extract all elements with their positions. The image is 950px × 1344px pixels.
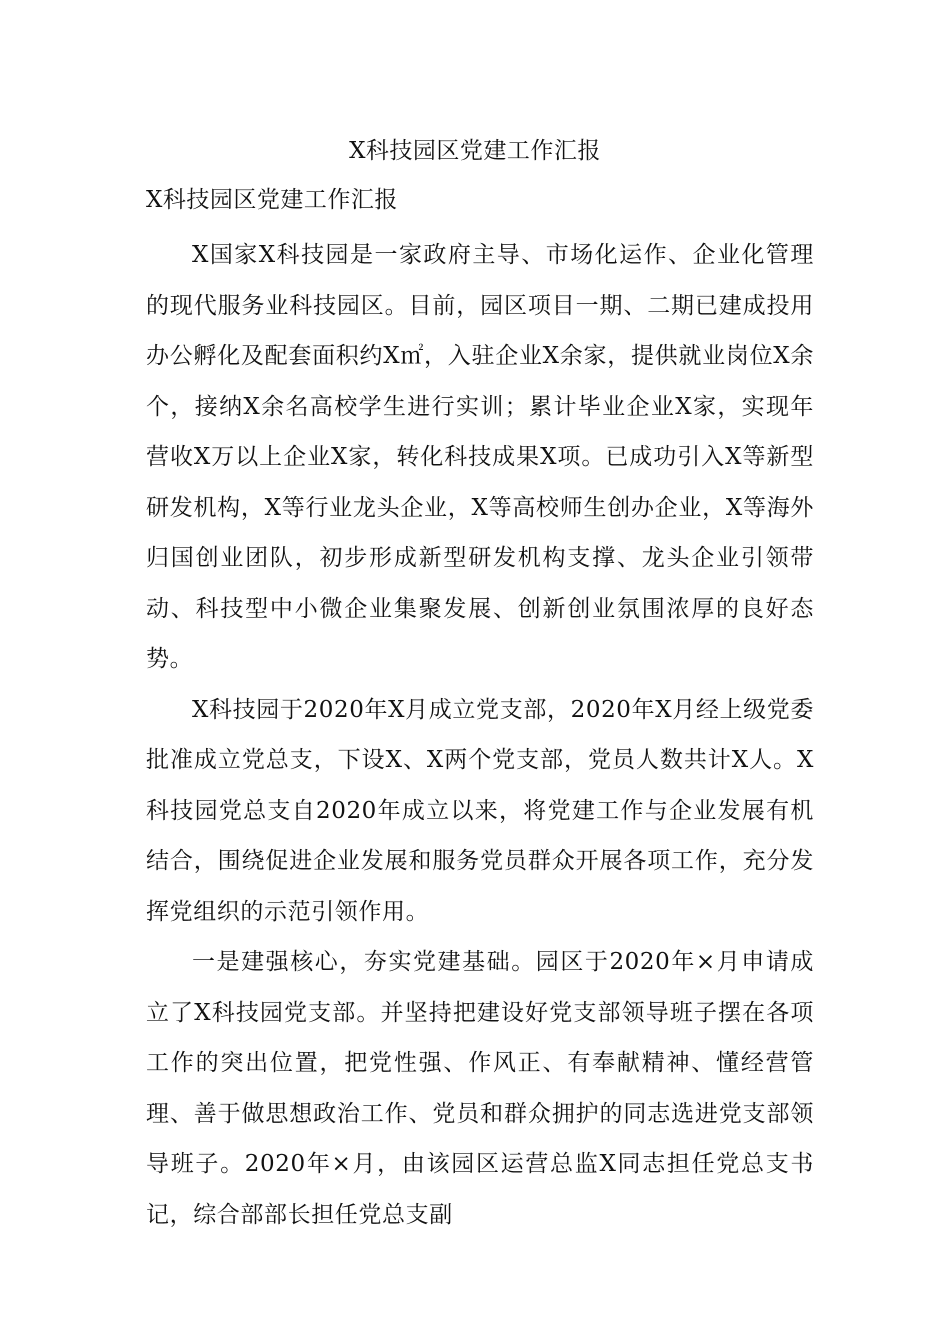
document-subtitle: X科技园区党建工作汇报	[146, 187, 398, 213]
document-title: X科技园区党建工作汇报	[349, 138, 601, 164]
paragraph-strengthen-core: 一是建强核心，夯实党建基础。园区于2020年×月申请成立了X科技园党支部。并坚持把建设好党支部领导班子摆在各项工作的突出位置，把党性强、作风正、有奉献精神、懂经营管理、善于做思想政治工作、党员和群众拥护的同志选进党支部领导班子。2020年×月，由该园区运营总监X同志担任党总支书记，综合部部长担任党总支副	[146, 949, 814, 1228]
document-body	[146, 230, 814, 1240]
paragraph-party-organization: X科技园于2020年X月成立党支部，2020年X月经上级党委批准成立党总支，下设X、X两个党支部，党员人数共计X人。X科技园党总支自2020年成立以来，将党建工作与企业发展有机结合，围绕促进企业发展和服务党员群众开展各项工作，充分发挥党组织的示范引领作用。	[146, 696, 814, 925]
paragraph-park-overview: X国家X科技园是一家政府主导、市场化运作、企业化管理的现代服务业科技园区。目前，园区项目一期、二期已建成投用办公孵化及配套面积约X㎡，入驻企业X余家，提供就业岗位X余个，接纳X余名高校学生进行实训；累计毕业企业X家，实现年营收X万以上企业X家，转化科技成果X项。已成功引入X等新型研发机构，X等行业龙头企业，X等高校师生创办企业，X等海外归国创业团队，初步形成新型研发机构支撑、龙头企业引领带动、科技型中小微企业集聚发展、创新创业氛围浓厚的良好态势。	[146, 242, 814, 672]
